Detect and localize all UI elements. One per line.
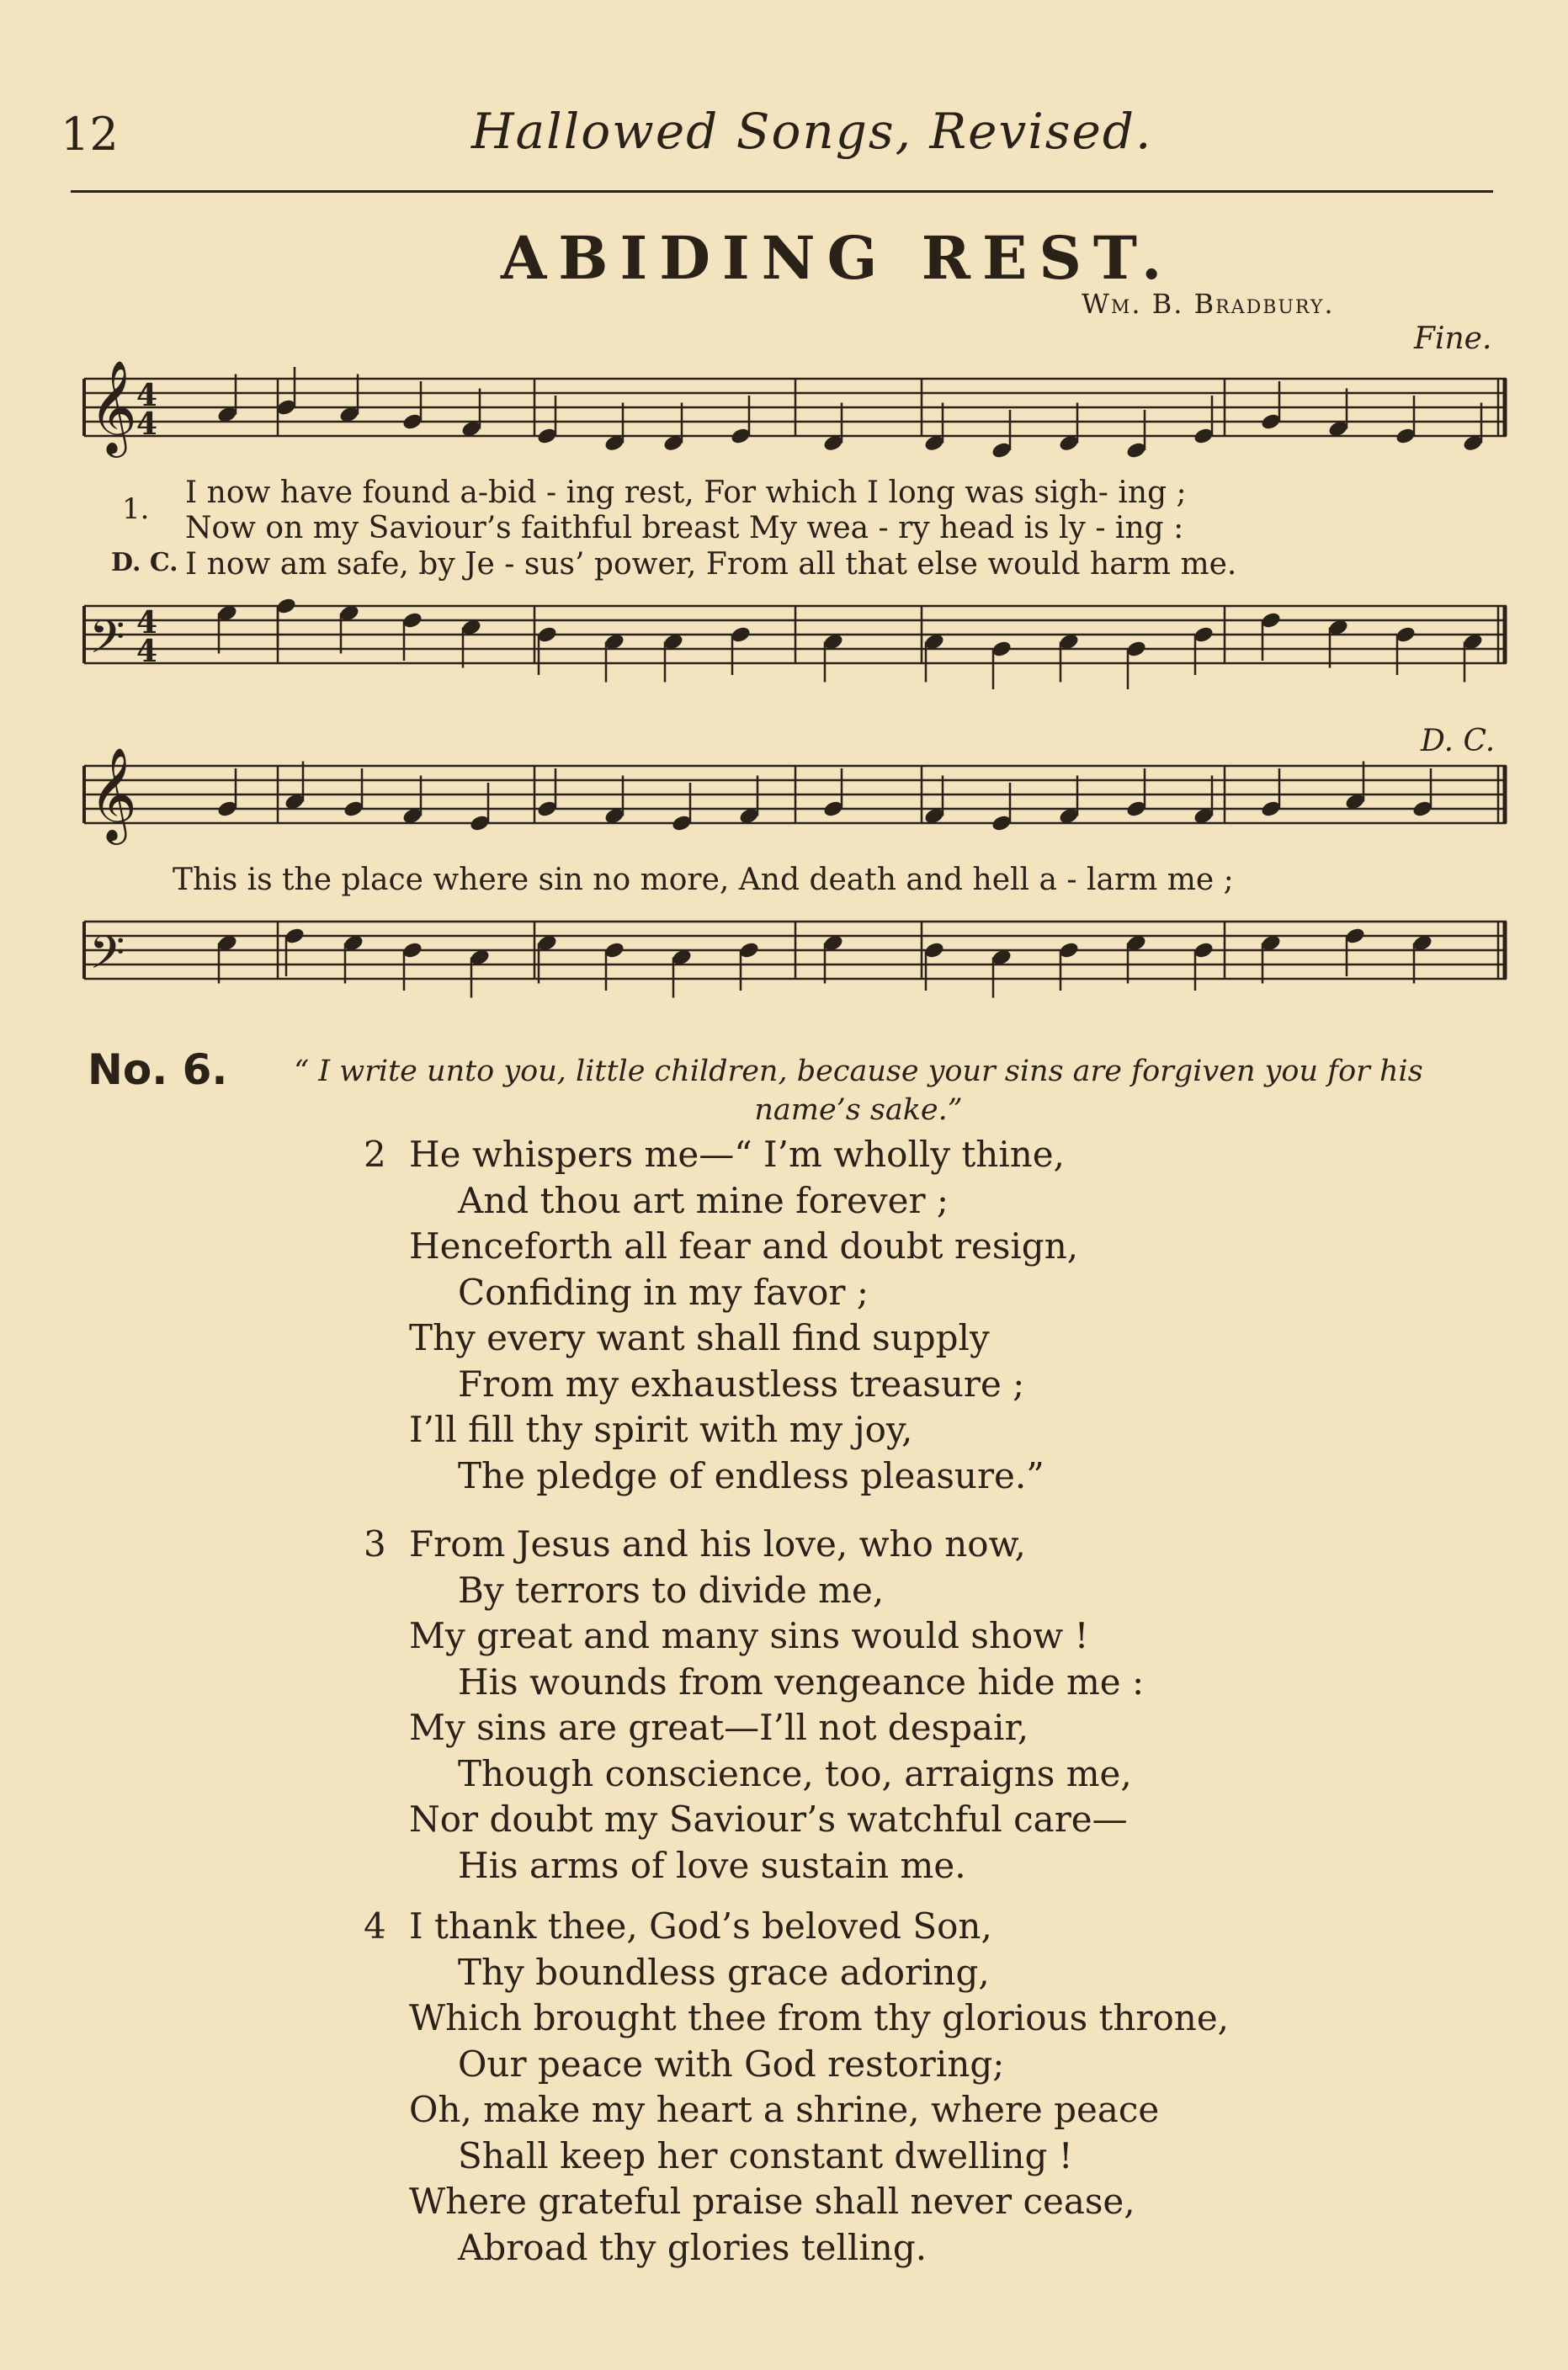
lyric-line-1: I now have found a-bid - ing rest, For which I long was sigh- ing ; <box>185 476 1187 510</box>
stanza-line: Abroad thy glories telling. <box>458 2226 928 2268</box>
stanza-line: Thy every want shall find supply <box>409 1317 990 1358</box>
stanza-line: Where grateful praise shall never cease, <box>409 2181 1135 2222</box>
stanza-line: I thank thee, God’s beloved Son, <box>409 1905 992 1947</box>
svg-text:𝄢: 𝄢 <box>89 926 125 991</box>
epigraph: “ I write unto you, little children, because your sins are forgiven you for his name’s sake.” <box>294 1055 1423 1127</box>
lyric-line-3: I now am safe, by Je - sus’ power, From all that else would harm me. <box>185 547 1237 582</box>
hymn-number: No. 6. <box>88 1045 228 1094</box>
hymn-title: ABIDING REST. <box>501 223 1174 293</box>
stanza-3 <box>364 1522 1144 1889</box>
stanza-line: Oh, make my heart a shrine, where peace <box>409 2089 1160 2130</box>
stanza-number: 4 <box>364 1905 386 1947</box>
header-rule <box>71 190 1493 193</box>
stanza-line: Though conscience, too, arraigns me, <box>458 1752 1132 1794</box>
stanza-line: My great and many sins would show ! <box>409 1615 1089 1656</box>
stanza-line: From Jesus and his love, who now, <box>409 1523 1026 1565</box>
fine-mark: Fine. <box>1414 321 1492 356</box>
lyric-line-2: Now on my Saviour’s faithful breast My wea - ry head is ly - ing : <box>185 511 1184 545</box>
stanza-4 <box>364 1904 1229 2271</box>
stanza-line: He whispers me—“ I’m wholly thine, <box>409 1134 1066 1175</box>
svg-text:4: 4 <box>136 605 158 640</box>
stanza-line: Confiding in my favor ; <box>458 1271 869 1313</box>
stanza-line: And thou art mine forever ; <box>458 1179 949 1221</box>
lyric-line-4: This is the place where sin no more, And death and hell a - larm me ; <box>173 863 1234 897</box>
music-staff-treble-1 <box>76 337 1515 488</box>
running-title: Hallowed Songs, Revised. <box>471 103 1153 160</box>
svg-text:𝄢: 𝄢 <box>89 610 125 675</box>
stanza-line: I’ll fill thy spirit with my joy, <box>409 1409 913 1450</box>
stanza-line: The pledge of endless pleasure.” <box>458 1454 1044 1496</box>
stanza-line: His arms of love sustain me. <box>458 1844 966 1886</box>
dc-label: D. C. <box>111 548 178 577</box>
stanza-line: Our peace with God restoring; <box>458 2043 1005 2085</box>
stanza-number: 3 <box>364 1523 386 1565</box>
stanza-line: His wounds from vengeance hide me : <box>458 1661 1145 1703</box>
stanza-line: Which brought thee from thy glorious throne, <box>409 1997 1230 2038</box>
svg-text:𝄞: 𝄞 <box>89 747 137 841</box>
svg-text:𝄞: 𝄞 <box>89 359 137 454</box>
music-staff-treble-2 <box>76 741 1515 875</box>
stanza-line: Nor doubt my Saviour’s watchful care— <box>409 1799 1128 1840</box>
svg-text:4: 4 <box>136 407 158 442</box>
svg-text:4: 4 <box>136 378 158 413</box>
dc-mark: D. C. <box>1421 724 1496 758</box>
stanza-line: Thy boundless grace adoring, <box>458 1951 990 1993</box>
stanza-line: Shall keep her constant dwelling ! <box>458 2134 1073 2176</box>
stanza-line: My sins are great—I’ll not despair, <box>409 1707 1029 1748</box>
stanza-line: From my exhaustless treasure ; <box>458 1363 1025 1405</box>
verse-marker: 1. <box>122 492 150 526</box>
composer-credit: Wm. B. Bradbury. <box>1082 288 1335 320</box>
page-number: 12 <box>61 108 119 161</box>
stanza-number: 2 <box>364 1134 386 1175</box>
svg-text:4: 4 <box>136 634 158 669</box>
stanza-line: By terrors to divide me, <box>458 1569 885 1611</box>
stanza-line: Henceforth all fear and doubt resign, <box>409 1225 1079 1267</box>
music-staff-bass-1 <box>76 589 1515 724</box>
music-staff-bass-2 <box>76 905 1515 1039</box>
stanza-2 <box>364 1132 1078 1499</box>
